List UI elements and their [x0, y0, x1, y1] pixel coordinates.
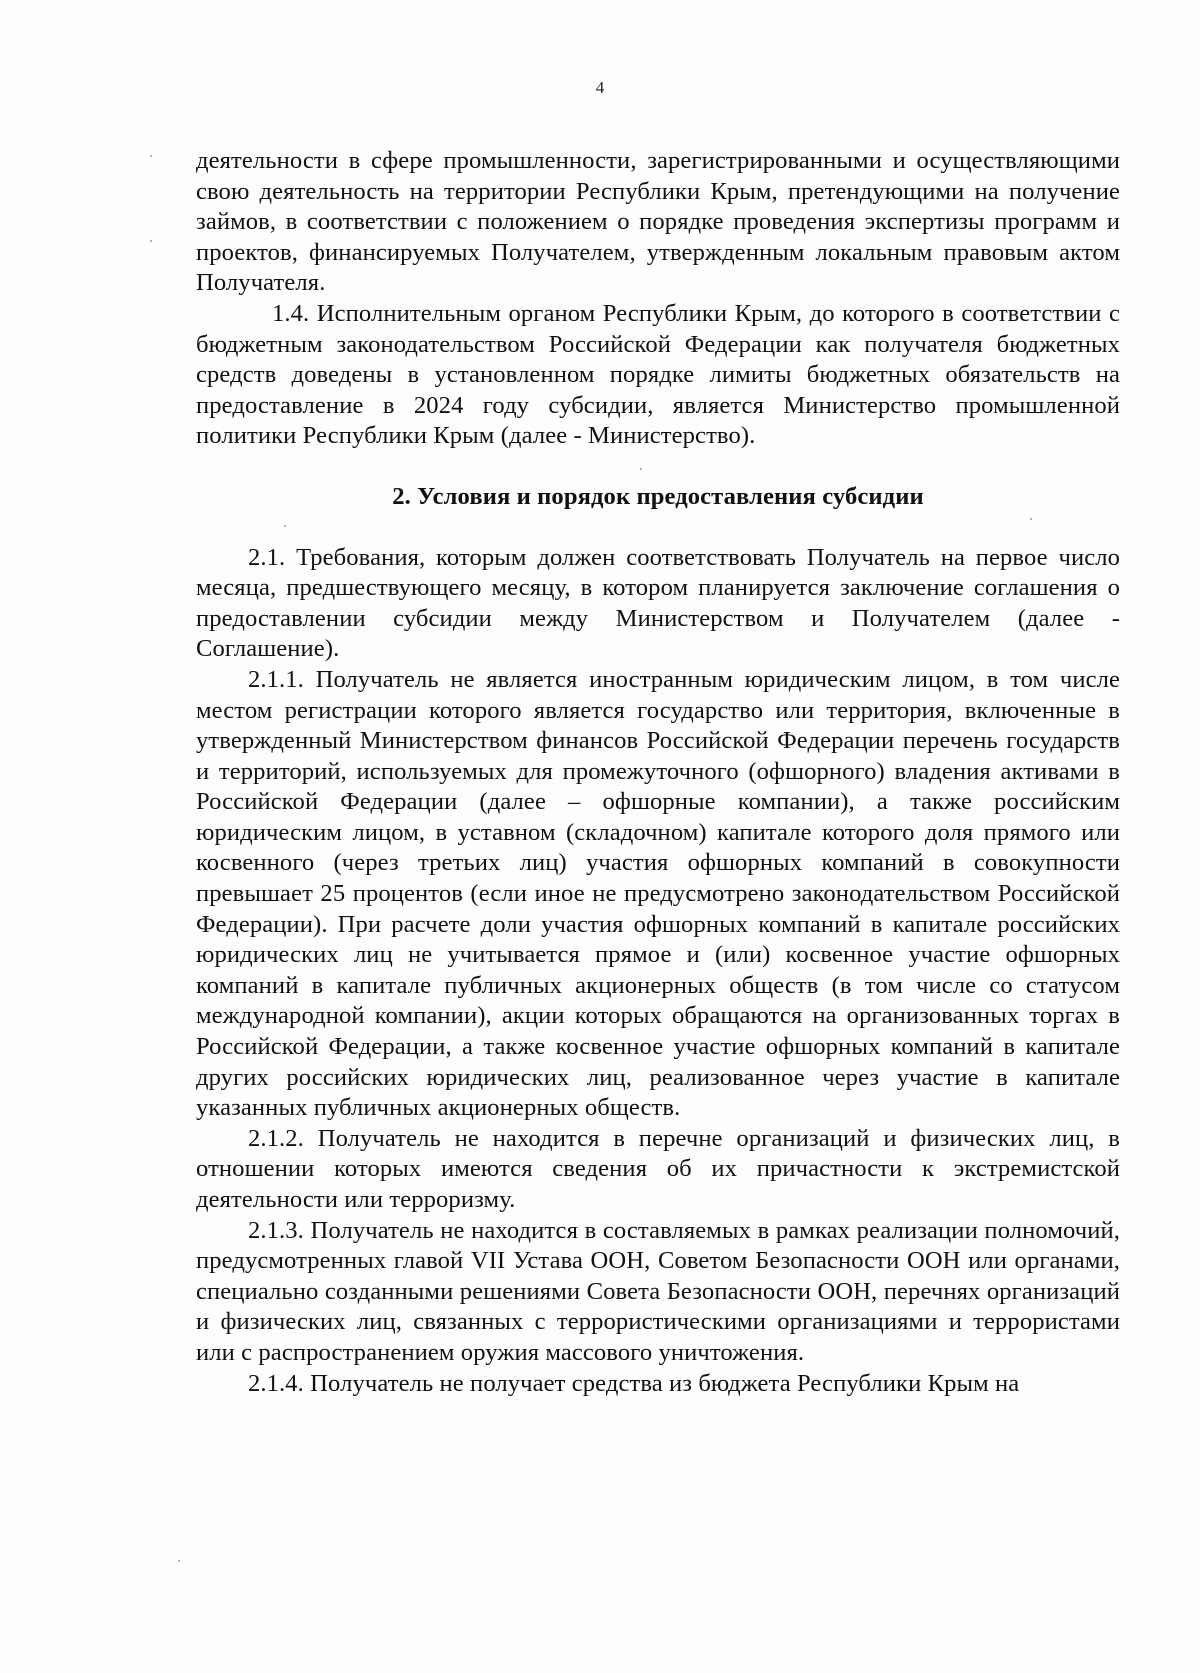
paragraph-2-1-3: 2.1.3. Получатель не находится в составляемых в рамках реализации полномочий, предусмотренных главой VII Устава ООН, Советом Безопасности ООН или органами, специально созданными решениями Совета Безопасности ООН, перечнях организаций и физических лиц, связанных с террористическими организациями и террористами или с распространением оружия массового уничтожения. [196, 1216, 1120, 1366]
paragraph-2-1: 2.1. Требования, которым должен соответствовать Получатель на первое число месяца, предшествующего месяцу, в котором планируется заключение соглашения о предоставлении субсидии между Министерством и Получателем (далее - Соглашение). [196, 543, 1120, 663]
paragraph-2-1-2: 2.1.2. Получатель не находится в перечне организаций и физических лиц, в отношении которых имеются сведения об их причастности к экстремистской деятельности или терроризму. [196, 1124, 1120, 1213]
document-body [196, 146, 1120, 1399]
page-number: 4 [595, 78, 605, 97]
scan-speck [1030, 518, 1032, 520]
scan-speck [150, 240, 152, 242]
scan-speck [178, 1560, 180, 1562]
scan-speck [284, 525, 286, 527]
scan-speck [640, 468, 642, 470]
paragraph-continuation: деятельности в сфере промышленности, зарегистрированными и осуществляющими свою деятельность на территории Республики Крым, претендующими на получение займов, в соответствии с положением о порядке проведения экспертизы программ и проектов, финансируемых Получателем, утвержденным локальным правовым актом Получателя. [196, 147, 1120, 297]
paragraph-1-4: 1.4. Исполнительным органом Республики Крым, до которого в соответствии с бюджетным законодательством Российской Федерации как получателя бюджетных средств доведены в установленном порядке лимиты бюджетных обязательств на предоставление в 2024 году субсидии, является Министерство промышленной политики Республики Крым (далее - Министерство). [196, 299, 1120, 450]
paragraph-2-1-4: 2.1.4. Получатель не получает средства из бюджета Республики Крым на [248, 1369, 1020, 1397]
scan-speck [150, 155, 152, 157]
section-heading: 2. Условия и порядок предоставления субсидии [392, 482, 924, 510]
paragraph-2-1-1: 2.1.1. Получатель не является иностранным юридическим лицом, в том числе местом регистрации которого является государство или территория, включенные в утвержденный Министерством финансов Российской Федерации перечень государств и территорий, используемых для промежуточного (офшорного) владения активами в Российской Федерации (далее – офшорные компании), а также российским юридическим лицом, в уставном (складочном) капитале которого доля прямого или косвенного (через третьих лиц) участия офшорных компаний в совокупности превышает 25 процентов (если иное не предусмотрено законодательством Российской Федерации). При расчете доли участия офшорных компаний в капитале российских юридических лиц не учитывается прямое и (или) косвенное участие офшорных компаний в капитале публичных акционерных обществ (в том числе со статусом международной компании), акции которых обращаются на организованных торгах в Российской Федерации, а также косвенное участие офшорных компаний в капитале других российских юридических лиц, реализованное через участие в капитале указанных публичных акционерных обществ. [196, 665, 1120, 1122]
